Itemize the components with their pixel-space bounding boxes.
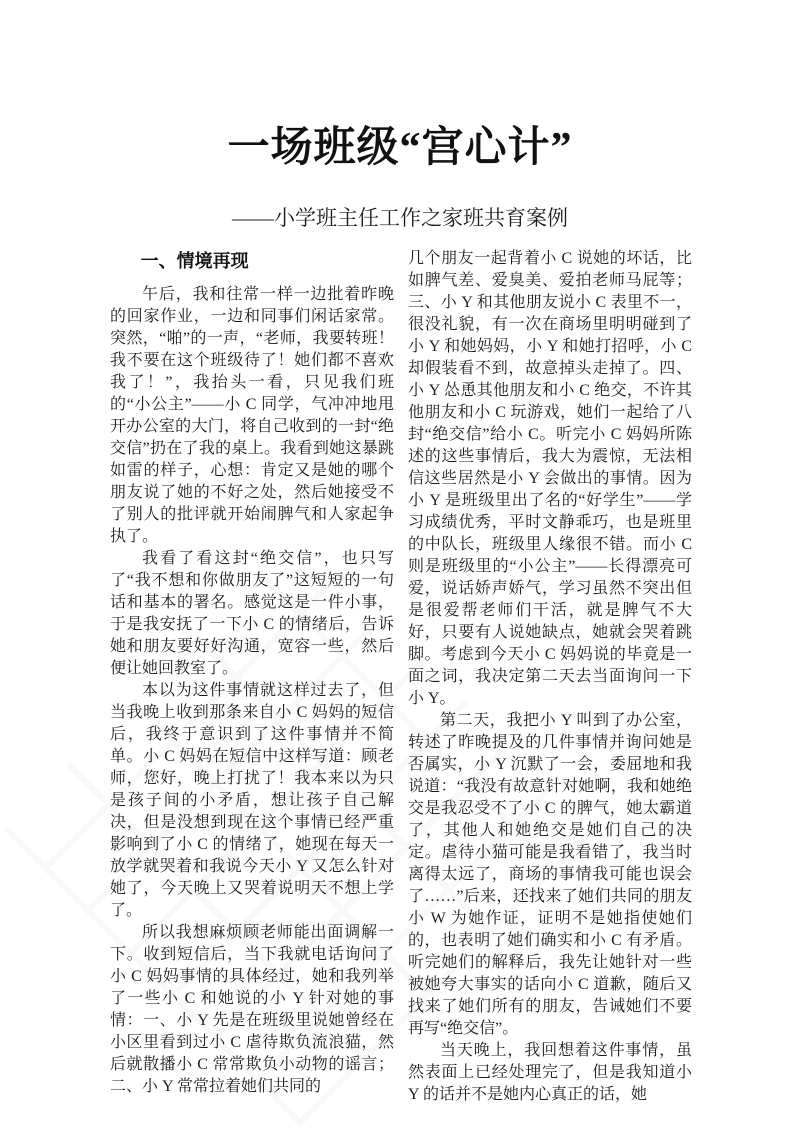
left-column [110,248,394,1106]
page-subtitle: ——小学班主任工作之家班共育案例 [232,205,568,230]
right-column [408,248,692,1106]
left-column-paragraphs [110,284,394,1098]
section-heading: 一、情境再现 [140,250,249,271]
body-paragraph: 当天晚上，我回想着这件事情，虽然表面上已经处理完了，但是我知道小 Y 的话并不是她内心真正的话，她 [408,1041,692,1103]
two-column-body [0,248,800,1106]
body-paragraph: 午后，我和往常一样一边批着昨晚的回家作业，一边和同事们闲话家常。突然，“啪”的一声，“老师，我要转班！我不要在这个班级待了！她们都不喜欢我了！”，我抬头一看，只见我们班的“小公主”——小 C 同学，气冲冲地甩开办公室的大门，将自己收到的一封“绝交信”扔在了我的桌上。我看到她这暴跳如雷的样子，心想：肯定又是她的哪个朋友说了她的不好之处，然后她接受不了别人的批评就开始闹脾气和人家起争执了。 [110,286,394,546]
body-paragraph: 所以我想麻烦顾老师能出面调解一下。收到短信后，当下我就电话询问了小 C 妈妈事情的具体经过，她和我列举了一些小 C 和她说的小 Y 针对她的事情：一、小 Y 先是在班级里说她曾经在小区里看到过小 C 虐待欺负流浪猫，然后就散播小 C 常常欺负小动物的谣言；二、小 Y 常常拉着她们共同的 [110,924,394,1096]
page-title: 一场班级“宫心计” [227,125,573,172]
body-paragraph: 几个朋友一起背着小 C 说她的坏话，比如脾气差、爱臭美、爱拍老师马屁等；三、小 Y 和其他朋友说小 C 表里不一，很没礼貌，有一次在商场里明明碰到了小 Y 和她妈妈，小 Y 和她打招呼，小 C 却假装看不到，故意掉头走掉了。四、小 Y 怂恿其他朋友和小 C 绝交，不许其他朋友和小 C 玩游戏，她们一起给了八封“绝交信”给小 C。听完小 C 妈妈所陈述的这些事情后，我大为震惊，无法相信这些居然是小 Y 会做出的事情。因为小 Y 是班级里出了名的“好学生”——学习成绩优秀，平时文静乖巧，也是班里的中队长，班级里人缘很不错。而小 C 则是班级里的“小公主”——长得漂亮可爱，说话娇声娇气，学习虽然不突出但是很爱帮老师们干活，就是脾气不大好，只要有人说她缺点，她就会哭着跳脚。考虑到今天小 C 妈妈说的毕竟是一面之词，我决定第二天去当面询问一下小 Y。 [408,249,692,707]
body-paragraph: 我看了看这封“绝交信”，也只写了“我不想和你做朋友了”这短短的一句话和基本的署名。感觉这是一件小事，于是我安抚了一下小 C 的情绪后，告诉她和朋友要好好沟通，宽容一些，然后便让她回教室了。 [110,550,394,678]
body-paragraph: 本以为这件事情就这样过去了，但当我晚上收到那条来自小 C 妈妈的短信后，我终于意识到了这件事情并不简单。小 C 妈妈在短信中这样写道：顾老师，您好，晚上打扰了！我本来以为只是孩子间的小矛盾，想让孩子自己解决，但是没想到现在这个事情已经严重影响到了小 C 的情绪了，她现在每天一放学就哭着和我说今天小 Y 又怎么针对她了，今天晚上又哭着说明天不想上学了。 [110,682,394,920]
body-paragraph: 第二天，我把小 Y 叫到了办公室，转述了昨晚提及的几件事情并询问她是否属实，小 Y 沉默了一会，委屈地和我说道：“我没有故意针对她啊，我和她绝交是我忍受不了小 C 的脾气，她太霸道了，其他人和她绝交是她们自己的决定。虐待小猫可能是我看错了，我当时离得太远了，商场的事情我可能也误会了……”后来，还找来了她们共同的朋友小 W 为她作证，证明不是她指使她们的，也表明了她们确实和小 C 有矛盾。听完她们的解释后，我先让她针对一些被她夸大事实的话向小 C 道歉，随后又找来了她们所有的朋友，告诫她们不要再写“绝交信”。 [408,711,692,1037]
right-column-paragraphs [408,248,692,1106]
